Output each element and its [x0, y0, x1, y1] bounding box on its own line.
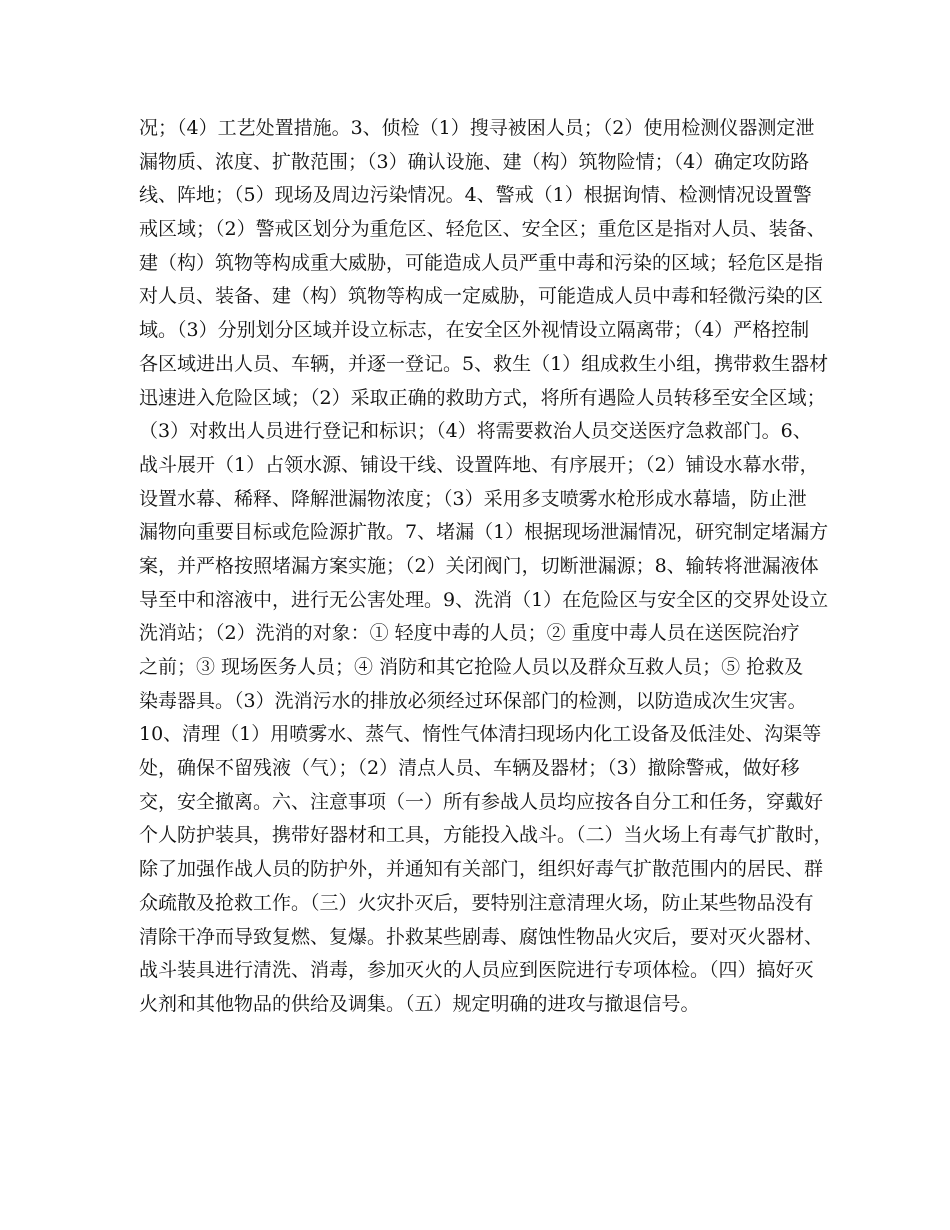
- text-line-27: 火剂和其他物品的供给及调集。（五）规定明确的进攻与撤退信号。: [139, 992, 700, 1015]
- text-line-4: 戒区域；（2）警戒区划分为重危区、轻危区、安全区；重危区是指对人员、装备、: [139, 218, 826, 241]
- text-line-20: 处，确保不留残液（气）；（2）清点人员、车辆及器材；（3）撤除警戒，做好移: [139, 757, 800, 780]
- text-line-14: 案，并严格按照堵漏方案实施；（2）关闭阀门，切断泄漏源；8、输转将泄漏液体: [139, 554, 819, 577]
- text-line-22: 个人防护装具，携带好器材和工具，方能投入战斗。（二）当火场上有毒气扩散时，: [139, 824, 833, 847]
- text-line-23: 除了加强作战人员的防护外，并通知有关部门，组织好毒气扩散范围内的居民、群: [139, 858, 824, 881]
- text-line-24: 众疏散及抢救工作。（三）火灾扑灭后，要特别注意清理火场，防止某些物品没有: [139, 891, 814, 914]
- text-line-25: 清除干净而导致复燃、复爆。扑救某些剧毒、腐蚀性物品火灾后，要对灭火器材、: [139, 925, 824, 948]
- text-line-9: 迅速进入危险区域；（2）采取正确的救助方式，将所有遇险人员转移至安全区域；: [139, 386, 826, 409]
- text-line-15: 导至中和溶液中，进行无公害处理。9、洗消（1）在危险区与安全区的交界处设立: [139, 588, 829, 611]
- text-line-21: 交，安全撤离。六、注意事项（一）所有参战人员均应按各自分工和任务，穿戴好: [139, 790, 824, 813]
- text-line-7: 域。（3）分别划分区域并设立标志，在安全区外视情设立隔离带；（4）严格控制: [139, 319, 810, 342]
- text-line-12: 设置水幕、稀释、降解泄漏物浓度；（3）采用多支喷雾水枪形成水幕墙，防止泄: [139, 487, 807, 510]
- text-line-11: 战斗展开（1）占领水源、铺设干线、设置阵地、有序展开；（2）铺设水幕水带，: [139, 453, 819, 476]
- text-line-16: 洗消站；（2）洗消的对象：① 轻度中毒的人员；② 重度中毒人员在送医院治疗: [139, 622, 800, 645]
- text-line-17: 之前；③ 现场医务人员；④ 消防和其它抢险人员以及群众互救人员；⑤ 抢救及: [139, 656, 804, 678]
- text-line-3: 线、阵地；（5）现场及周边污染情况。4、警戒（1）根据询情、检测情况设置警: [139, 184, 812, 207]
- text-line-1: 况；（4）工艺处置措施。3、侦检（1）搜寻被困人员；（2）使用检测仪器测定泄: [139, 117, 815, 139]
- body-text: [139, 112, 839, 1022]
- text-line-18: 染毒器具。（3）洗消污水的排放必须经过环保部门的检测，以防造成次生灾害。: [139, 689, 807, 712]
- text-line-19: 10、清理（1）用喷雾水、蒸气、惰性气体清扫现场内化工设备及低洼处、沟渠等: [139, 723, 822, 746]
- text-line-8: 各区域进出人员、车辆，并逐一登记。5、救生（1）组成救生小组，携带救生器材: [139, 352, 829, 375]
- text-line-6: 对人员、装备、建（构）筑物等构成一定威胁，可能造成人员中毒和轻微污染的区: [139, 285, 824, 308]
- text-line-13: 漏物向重要目标或危险源扩散。7、堵漏（1）根据现场泄漏情况，研究制定堵漏方: [139, 521, 829, 544]
- text-line-10: （3）对救出人员进行登记和标识；（4）将需要救治人员交送医疗急救部门。6、: [139, 420, 812, 443]
- text-line-2: 漏物质、浓度、扩散范围；（3）确认设施、建（构）筑物险情；（4）确定攻防路: [139, 150, 810, 173]
- text-line-26: 战斗装具进行清洗、消毒，参加灭火的人员应到医院进行专项体检。（四）搞好灭: [139, 959, 814, 982]
- text-line-5: 建（构）筑物等构成重大威胁，可能造成人员严重中毒和污染的区域；轻危区是指: [139, 251, 824, 274]
